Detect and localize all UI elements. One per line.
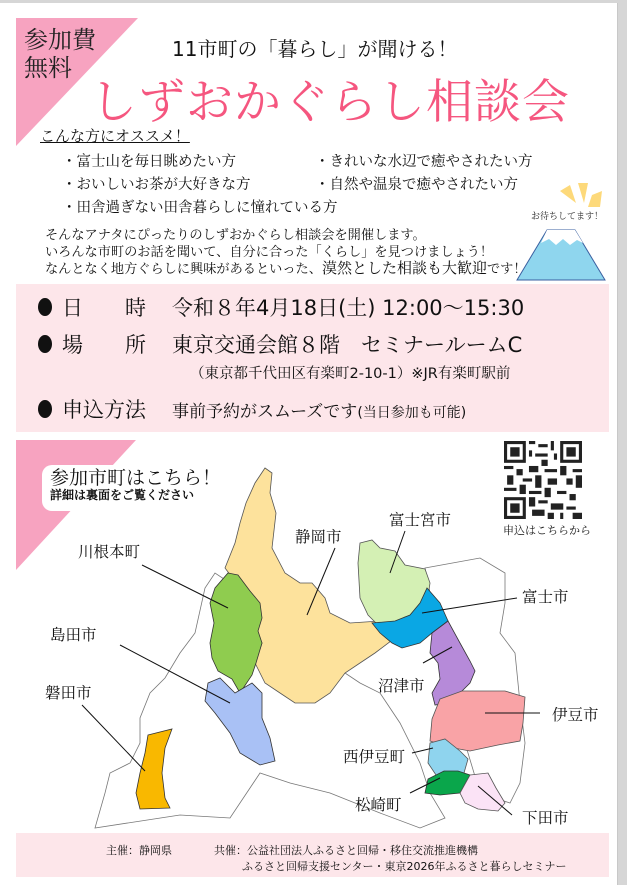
city-label-kawanehon: 川根本町 [78,543,141,561]
welcome-caption: お待ちしてます！ [531,212,604,222]
footer-cohost-2: ふるさと回帰支援センター・東京2026年ふるさと暮らしセミナー [242,860,567,873]
recommend-item: ・自然や温泉で癒やされたい方 [315,177,518,193]
free-badge-line1: 参加費 [24,26,96,54]
free-badge-line2: 無料 [24,54,72,82]
city-label-fujinomiya: 富士宮市 [389,511,452,529]
city-label-izu: 伊豆市 [552,706,599,724]
apply-note: (当日参加も可能) [357,405,467,421]
recommend-item: ・富士山を毎日眺めたい方 [62,154,236,170]
footer-cohost-1: 共催：公益社団法人ふるさと回帰・移住交流推進機構 [214,844,478,857]
date-label: 日 時 [62,296,146,320]
qr-caption: 申込はこちらから [503,524,591,537]
city-label-fuji: 富士市 [522,588,569,606]
page-title: しずおかぐらし相談会 [90,75,570,130]
city-label-matsuzaki: 松崎町 [355,796,402,814]
footer-host: 主催：静岡県 [106,844,172,857]
city-label-numazu: 沼津市 [378,677,425,695]
recommend-item: ・おいしいお茶が大好きな方 [62,177,251,193]
intro-line-2: いろんな市町のお話を聞いて、自分に合った「くらし」を見つけましょう！ [45,245,494,260]
apply-value: 事前予約がスムーズです [172,402,358,422]
place-value: 東京交通会館８階 セミナールームC [172,333,523,357]
city-label-nishiizu: 西伊豆町 [343,748,406,766]
intro-line-3c: です！ [486,262,527,277]
recommend-heading: こんな方にオススメ！ [40,127,190,145]
intro-line-3a: なんとなく地方ぐらしに興味があるといった、 [45,262,322,277]
recommend-item: ・田舎過ぎない田舎暮らしに憧れている方 [62,200,338,216]
recommend-item: ・きれいな水辺で癒やされたい方 [315,154,533,170]
city-label-shimada: 島田市 [50,626,97,644]
place-label: 場 所 [62,333,146,357]
apply-label: 申込方法 [62,398,146,422]
intro-line-3-emphasis: 漠然とした相談も大歓迎 [321,259,487,277]
place-address: （東京都千代田区有楽町2-10-1）※JR有楽町駅前 [190,366,511,382]
date-value: 令和８年4月18日(土) 12:00～15:30 [172,296,525,320]
flyer-page [0,3,618,885]
shizuoka-map [0,3,617,885]
map-subheading: 詳細は裏面をご覧ください [50,488,195,502]
city-label-shizuoka: 静岡市 [295,528,342,546]
intro-line-1: そんなアナタにぴったりのしずおかぐらし相談会を開催します。 [45,228,426,243]
footer-panel [16,833,609,877]
city-label-iwata: 磐田市 [45,684,92,702]
subtitle: 11市町の「暮らし」が聞ける！ [172,37,458,61]
map-heading: 参加市町はこちら！ [50,467,222,489]
city-label-shimoda: 下田市 [522,809,569,827]
